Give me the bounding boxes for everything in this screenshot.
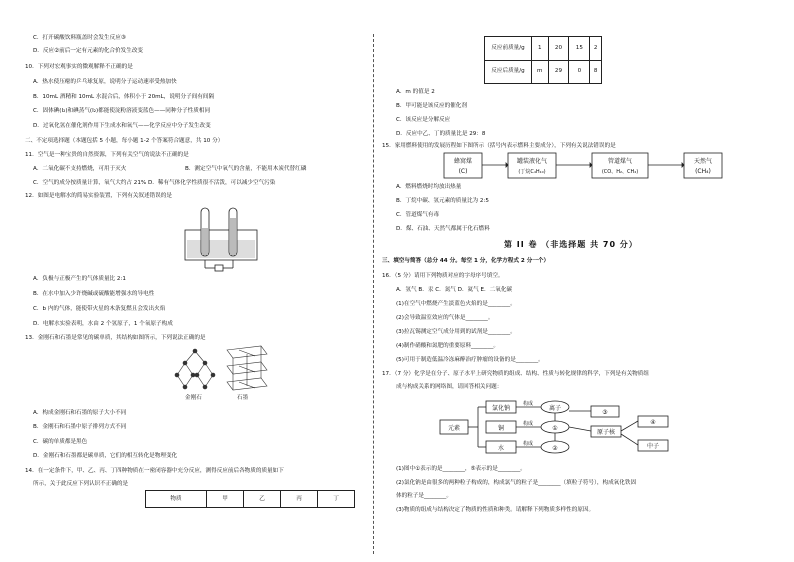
edge-label-composes-2: 构成 — [522, 421, 534, 427]
q11-option-cd: C．空气的成分按质量计算，氧气大约占 21% D．稀有气体化学性质很不活泼，可以减少空气污染 — [33, 180, 276, 186]
node-sodium-chloride: 氯化钠 — [491, 405, 511, 412]
node-4: ④ — [650, 419, 656, 426]
part-2-title: 第 II 卷 （非选择题 共 70 分） — [504, 240, 638, 249]
q14-stem: 14．在一定条件下，甲、乙、丙、丁四种物质在一密闭容器中充分反应，测得反应前后各物质的质量如下 — [25, 468, 284, 474]
table-header-cell: 乙 — [244, 491, 281, 508]
q17-blank-3: (3)物质的组成与结构决定了物质的性质和种类。请解释下列物质多样性的原因。 — [396, 507, 595, 513]
q16-blank-3: (3)拉瓦锡测定空气成分用到的试剂是________。 — [396, 329, 516, 335]
fuel-history-diagram — [442, 152, 732, 180]
table-cell: 2 — [590, 37, 602, 61]
node-3: ③ — [602, 409, 608, 416]
q11-stem: 11．空气是一种宝贵的自然资源，下列有关空气的说法不正确的是 — [25, 152, 189, 158]
q10-option-a: A．热水使压瘪的乒乓球复原，说明分子运动速率受热加快 — [33, 79, 177, 85]
q15-stem: 15．家用燃料使用的发展历程如下图所示（括号内表示燃料主要成分），下列有关说法错误的是 — [382, 143, 616, 149]
node-water: 水 — [497, 445, 505, 452]
q14-stem-cont: 所示，关于此反应下列认识不正确的是 — [33, 481, 129, 487]
q10-option-d: D．过氧化氢在催化剂作用下生成水和氧气——化学反应中分子发生改变 — [33, 123, 211, 129]
fuel-3-name: 管道煤气 — [607, 158, 633, 165]
section-2-heading: 二、不定项选择题（本题包括 5 小题，每小题 1-2 个答案符合题意，共 10 分） — [25, 138, 224, 144]
q14-option-b: B．甲可能是该反应的催化剂 — [396, 103, 467, 109]
q14-option-a: A．m 的值是 2 — [396, 89, 435, 95]
node-copper: 铜 — [497, 425, 505, 432]
table-cell: 0 — [569, 60, 590, 84]
q17-blank-1: (1)图中①表示的是________，⑤表示的是________。 — [396, 466, 526, 472]
diamond-label: 金刚石 — [185, 395, 202, 401]
fuel-1-name: 蜂窝煤 — [453, 158, 473, 165]
q16-stem: 16．（5 分）请用下列物质对应的字母序号填空。 — [382, 273, 504, 279]
fuel-4-formula: (CH₄) — [695, 168, 711, 175]
node-nucleus: 原子核 — [596, 429, 616, 436]
q11-option-a: A．二氧化碳不支持燃烧，可用于灭火 — [33, 166, 127, 172]
q15-option-d: D．煤、石油、天然气都属于化石燃料 — [396, 226, 490, 232]
q13-stem: 13．金刚石和石墨是常见的碳单质，其结构如图所示，下列说法正确的是 — [25, 335, 206, 341]
q14-option-d: D．反应中乙、丁的质量比是 29：8 — [396, 131, 486, 137]
edge-label-composes-1: 构成 — [522, 401, 534, 407]
fuel-2-formula: (丁烷C₄H₁₀) — [518, 169, 546, 175]
q12-option-c: C．b 内的气体，能使带火星的木条复燃且会发出火焰 — [33, 306, 166, 312]
q14-table-header — [145, 490, 355, 508]
q17-blank-2: (2)氯化钠是由很多的两种粒子构成的，构成氯气的粒子是________（填粒子符号），构成氧化铁固 — [396, 480, 637, 486]
table-cell: 8 — [590, 60, 602, 84]
q17-stem: 17．（7 分）化学是在分子、原子水平上研究物质的组成、结构、性质与转化规律的科学，下列是有关物质组 — [382, 371, 649, 377]
q13-option-c: C．碳的单质都是黑色 — [33, 439, 88, 445]
node-neutron: 中子 — [646, 443, 660, 450]
q11-option-b: B．测定空气中氧气的含量，不能用木炭代替红磷 — [185, 166, 307, 172]
q13-option-d: D．金刚石和石墨都是碳单质，它们的相互转化是物理变化 — [33, 453, 178, 459]
q14-option-c: C．该反应是分解反应 — [396, 117, 451, 123]
q9-option-d: D．反应②前后一定有元素的化合价发生改变 — [33, 48, 144, 54]
diamond-structure-figure — [165, 347, 225, 397]
node-element: 元素 — [447, 425, 461, 432]
q15-option-a: A．燃料燃烧时均放出热量 — [396, 184, 462, 190]
fuel-3-formula: (CO、H₂、CH₄) — [601, 169, 639, 175]
q17-stem-cont: 成与构成关系的网络图，请回答相关问题： — [396, 384, 503, 390]
table-cell: 15 — [569, 37, 590, 61]
q16-blank-4: (4)制作硝酸和氮肥的重要原料________。 — [396, 343, 500, 349]
table-cell: 1 — [532, 37, 549, 61]
q16-options: A．氢气 B．汞 C．氮气 D．氦气 E．二氧化碳 — [396, 287, 513, 293]
table-header-cell: 甲 — [207, 491, 244, 508]
matter-composition-network-diagram — [438, 396, 698, 460]
table-header-cell: 丁 — [318, 491, 355, 508]
edge-label-composes-3: 构成 — [522, 441, 534, 447]
table-cell: 反应后质量/g — [485, 60, 532, 84]
graphite-structure-figure — [221, 342, 271, 392]
node-ion: 离子 — [548, 405, 562, 412]
q12-stem: 12．如图是电解水的简易实验装置，下列有关叙述错误的是 — [25, 193, 172, 199]
fuel-2-name: 罐装液化气 — [516, 158, 548, 165]
node-1: ① — [552, 425, 558, 432]
table-cell: m — [532, 60, 549, 84]
graphite-label: 石墨 — [237, 395, 249, 401]
electrolysis-apparatus-figure — [177, 204, 267, 272]
q13-option-b: B．金刚石和石墨中原子排列方式不同 — [33, 424, 127, 430]
section-3-heading: 三、填空与简答（总分 44 分。每空 1 分，化学方程式 2 分一个） — [382, 258, 550, 264]
q12-option-b: B．在水中加入少许烧碱或硫酸能增强水的导电性 — [33, 291, 155, 297]
q16-blank-2: (2)会导致温室效应的气体是________。 — [396, 315, 494, 321]
q16-blank-5: (5)可用于制造低温冷冻麻醉治疗肿瘤的设备的是________。 — [396, 357, 544, 363]
q10-stem: 10．下列对宏观事实的微观解释不正确的是 — [25, 64, 133, 70]
fuel-4-name: 天然气 — [693, 158, 713, 165]
column-divider — [373, 34, 374, 554]
q17-blank-2-cont: 体的粒子是________。 — [396, 493, 452, 499]
q14-table-body — [484, 36, 602, 84]
table-header-cell: 丙 — [281, 491, 318, 508]
q15-option-c: C．管道煤气有毒 — [396, 212, 440, 218]
table-cell: 29 — [548, 60, 569, 84]
table-cell: 反应前质量/g — [485, 37, 532, 61]
table-cell: 20 — [548, 37, 569, 61]
q16-blank-1: (1)在空气中燃烧产生淡蓝色火焰的是________。 — [396, 301, 516, 307]
q9-option-c: C．打开碳酸饮料瓶盖时会发生反应③ — [33, 35, 126, 41]
q10-option-c: C．固体碘(I₂)和碘蒸气(I₂)都能使淀粉溶液变蓝色——同种分子性质相同 — [33, 108, 211, 114]
fuel-1-formula: (C) — [458, 168, 468, 175]
node-2: ② — [552, 445, 558, 452]
q15-option-b: B．丁烷中碳、氢元素的质量比为 2:5 — [396, 198, 489, 204]
q13-option-a: A．构成金刚石和石墨的原子大小不同 — [33, 410, 127, 416]
q12-option-a: A．负极与正极产生的气体质量比 2:1 — [33, 276, 126, 282]
table-header-cell: 物质 — [146, 491, 207, 508]
q10-option-b: B．10mL 酒精和 10mL 水混合后，体积小于 20mL，说明分子间有间隔 — [33, 94, 215, 100]
q12-option-d: D．电解水实验表明，水由 2 个氢原子，1 个氧原子构成 — [33, 321, 173, 327]
